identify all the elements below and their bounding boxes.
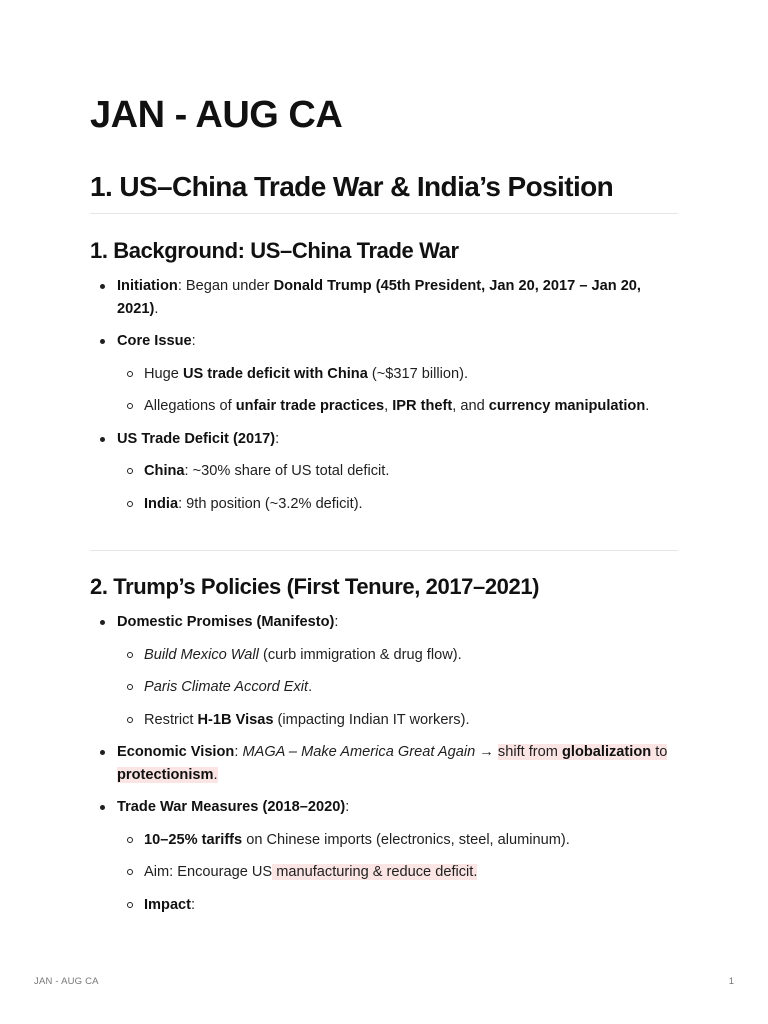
deficit-item-china xyxy=(117,460,678,483)
core-2-sep2: , and xyxy=(452,398,489,414)
domestic-2-italic: Paris Climate Accord Exit xyxy=(144,679,309,695)
list-item-domestic xyxy=(90,611,678,731)
deficit-label: US Trade Deficit (2017) xyxy=(117,430,276,447)
list-item-initiation xyxy=(90,275,678,320)
econ-label: Economic Vision xyxy=(117,744,235,760)
core-2-b3: currency manipulation xyxy=(488,398,646,414)
page-number: 1 xyxy=(728,976,734,987)
domestic-label: Domestic Promises (Manifesto) xyxy=(117,614,335,630)
core-item-deficit xyxy=(117,363,678,386)
core-2-pre: Allegations of xyxy=(144,398,236,414)
econ-hl-bold-1: globalization xyxy=(561,744,652,760)
list-item-trade-war-measures xyxy=(90,796,678,916)
domestic-2-text: . xyxy=(308,679,313,695)
core-sublist xyxy=(117,363,678,418)
measures-2-highlight: manufacturing & reduce deficit. xyxy=(272,864,478,880)
measures-2-pre: Aim: Encourage US xyxy=(144,864,273,880)
econ-hl-bold-2: protectionism xyxy=(117,766,214,783)
policies-section xyxy=(90,611,678,926)
divider xyxy=(90,550,678,551)
domestic-3-pre: Restrict xyxy=(144,711,198,728)
initiation-bold: Donald Trump (45th President, Jan 20, 2017 – Jan 20, 2021) xyxy=(117,278,641,317)
measures-1-bold: 10–25% tariffs xyxy=(144,831,243,848)
econ-hl-2: to xyxy=(651,744,668,760)
background-heading: 1. Background: US–China Trade War xyxy=(90,238,459,263)
policies-heading: 2. Trump’s Policies (First Tenure, 2017–2021) xyxy=(90,574,540,599)
deficit-item-india xyxy=(117,493,678,516)
domestic-sublist xyxy=(117,644,678,732)
core-2-sep1: , xyxy=(384,398,393,414)
core-1-bold: US trade deficit with China xyxy=(182,365,368,382)
document-title: JAN - AUG CA xyxy=(90,94,343,136)
measures-item-aim xyxy=(117,861,678,884)
deficit-1-text: : ~30% share of US total deficit. xyxy=(184,463,390,479)
core-colon: : xyxy=(191,333,196,349)
deficit-2-text: : 9th position (~3.2% deficit). xyxy=(178,495,363,512)
background-section xyxy=(90,275,678,525)
measures-colon: : xyxy=(345,799,350,815)
policies-list xyxy=(90,611,678,916)
measures-1-text: on Chinese imports (electronics, steel, aluminum). xyxy=(242,831,570,848)
measures-label: Trade War Measures (2018–2020) xyxy=(117,799,346,815)
econ-hl-1: shift from xyxy=(497,744,562,760)
domestic-3-bold: H-1B Visas xyxy=(197,711,274,728)
core-1-pre: Huge xyxy=(144,365,183,382)
domestic-1-text: (curb immigration & drug flow). xyxy=(258,646,462,663)
core-2-b1: unfair trade practices xyxy=(235,398,385,414)
core-1-post: (~$317 billion). xyxy=(367,365,469,382)
domestic-1-italic: Build Mexico Wall xyxy=(144,646,259,663)
measures-sublist xyxy=(117,829,678,917)
domestic-item-h1b xyxy=(117,709,678,732)
initiation-end: . xyxy=(154,300,159,317)
core-2-end: . xyxy=(645,398,650,414)
measures-3-bold: Impact xyxy=(144,896,192,913)
deficit-sublist xyxy=(117,460,678,515)
domestic-3-text: (impacting Indian IT workers). xyxy=(273,711,470,728)
econ-italic: MAGA – Make America Great Again xyxy=(242,744,476,760)
measures-item-tariffs xyxy=(117,829,678,852)
background-list xyxy=(90,275,678,515)
list-item-economic-vision xyxy=(90,741,678,786)
deficit-2-bold: India xyxy=(144,495,179,512)
domestic-item-wall xyxy=(117,644,678,667)
measures-item-impact xyxy=(117,894,678,917)
initiation-label: Initiation xyxy=(117,278,178,294)
initiation-text: : Began under xyxy=(177,278,274,294)
econ-colon: : xyxy=(234,744,243,760)
deficit-colon: : xyxy=(275,430,280,447)
divider xyxy=(90,213,678,214)
domestic-colon: : xyxy=(334,614,339,630)
core-label: Core Issue xyxy=(117,333,192,349)
core-2-b2: IPR theft xyxy=(392,398,453,414)
section-heading: 1. US–China Trade War & India’s Position xyxy=(90,171,614,202)
econ-hl-end: . xyxy=(213,766,218,783)
deficit-1-bold: China xyxy=(144,463,185,479)
measures-3-colon: : xyxy=(191,896,196,913)
domestic-item-paris xyxy=(117,676,678,699)
footer-title: JAN - AUG CA xyxy=(34,976,99,987)
list-item-core-issue xyxy=(90,330,678,418)
list-item-trade-deficit xyxy=(90,428,678,516)
core-item-allegations xyxy=(117,395,678,418)
econ-arrow: → xyxy=(475,744,498,760)
